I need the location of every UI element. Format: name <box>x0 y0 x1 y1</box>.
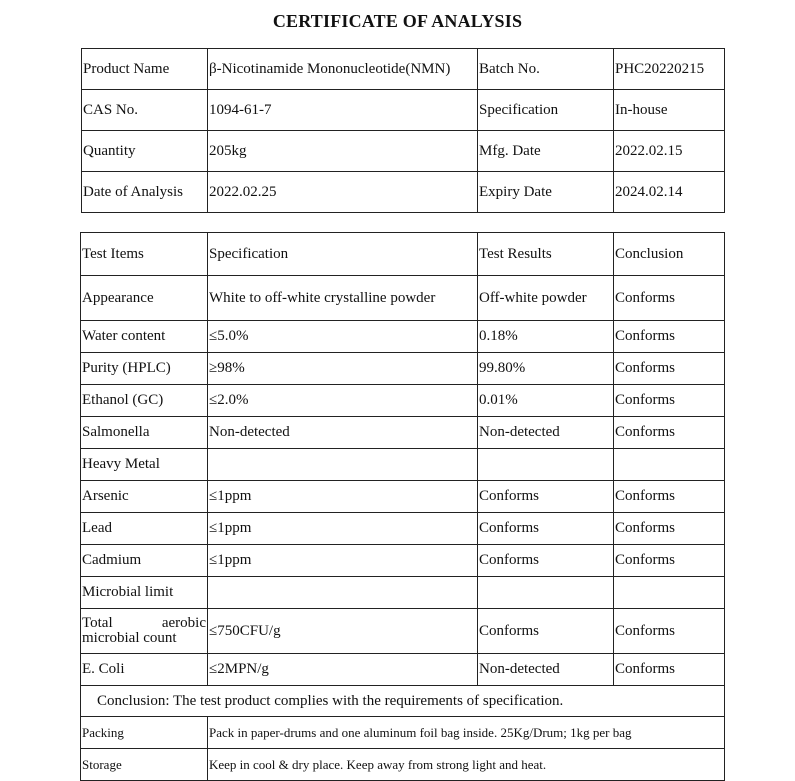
table-row <box>81 321 725 353</box>
test-result: 99.80% <box>478 353 614 385</box>
expiry-date-label: Expiry Date <box>478 172 614 213</box>
header-specification: Specification <box>208 233 478 276</box>
mfg-date-label: Mfg. Date <box>478 131 614 172</box>
test-spec: ≤2MPN/g <box>208 654 478 686</box>
expiry-date-value: 2024.02.14 <box>614 172 725 213</box>
product-name-value: β-Nicotinamide Mononucleotide(NMN) <box>208 49 478 90</box>
storage-row <box>81 749 725 781</box>
header-test-items: Test Items <box>81 233 208 276</box>
test-spec <box>208 577 478 609</box>
analysis-date-label: Date of Analysis <box>82 172 208 213</box>
packing-label: Packing <box>81 717 208 749</box>
test-conclusion: Conforms <box>614 353 725 385</box>
test-conclusion: Conforms <box>614 545 725 577</box>
test-spec: ≤1ppm <box>208 513 478 545</box>
table-row <box>81 481 725 513</box>
test-spec: White to off-white crystalline powder <box>208 276 478 321</box>
total-word: Total <box>82 615 113 631</box>
table-row <box>81 385 725 417</box>
test-result: Off-white powder <box>478 276 614 321</box>
test-spec: ≤2.0% <box>208 385 478 417</box>
test-item: E. Coli <box>81 654 208 686</box>
product-info-table <box>81 48 725 213</box>
test-result <box>478 449 614 481</box>
test-item: Ethanol (GC) <box>81 385 208 417</box>
storage-value: Keep in cool & dry place. Keep away from strong light and heat. <box>208 749 725 781</box>
total-aerobic-line1 <box>82 616 206 631</box>
quantity-value: 205kg <box>208 131 478 172</box>
test-result: Non-detected <box>478 654 614 686</box>
test-spec: ≤750CFU/g <box>208 609 478 654</box>
test-spec: ≥98% <box>208 353 478 385</box>
test-conclusion: Conforms <box>614 513 725 545</box>
conclusion-text: Conclusion: The test product complies with the requirements of specification. <box>81 686 725 717</box>
table-row <box>81 353 725 385</box>
test-result <box>478 577 614 609</box>
test-result: Conforms <box>478 513 614 545</box>
info-row <box>82 131 725 172</box>
info-row <box>82 90 725 131</box>
test-item: Microbial limit <box>81 577 208 609</box>
batch-label: Batch No. <box>478 49 614 90</box>
test-item: Purity (HPLC) <box>81 353 208 385</box>
test-item: Appearance <box>81 276 208 321</box>
table-row <box>81 609 725 654</box>
test-spec: ≤5.0% <box>208 321 478 353</box>
info-row <box>82 172 725 213</box>
table-header-row <box>81 233 725 276</box>
table-row <box>81 417 725 449</box>
test-item: Salmonella <box>81 417 208 449</box>
test-conclusion: Conforms <box>614 321 725 353</box>
info-row <box>82 49 725 90</box>
test-result: 0.18% <box>478 321 614 353</box>
test-spec: Non-detected <box>208 417 478 449</box>
table-row <box>81 513 725 545</box>
analysis-date-value: 2022.02.25 <box>208 172 478 213</box>
conclusion-row <box>81 686 725 717</box>
mfg-date-value: 2022.02.15 <box>614 131 725 172</box>
header-test-results: Test Results <box>478 233 614 276</box>
table-row <box>81 654 725 686</box>
test-result: Conforms <box>478 481 614 513</box>
page-title: CERTIFICATE OF ANALYSIS <box>272 11 523 31</box>
test-item: Cadmium <box>81 545 208 577</box>
test-spec <box>208 449 478 481</box>
packing-value: Pack in paper-drums and one aluminum foil bag inside. 25Kg/Drum; 1kg per bag <box>208 717 725 749</box>
test-conclusion: Conforms <box>614 654 725 686</box>
test-conclusion: Conforms <box>614 417 725 449</box>
test-conclusion <box>614 449 725 481</box>
test-spec: ≤1ppm <box>208 545 478 577</box>
cas-label: CAS No. <box>82 90 208 131</box>
test-item: Heavy Metal <box>81 449 208 481</box>
table-row <box>81 545 725 577</box>
test-results-table <box>80 232 725 781</box>
test-conclusion: Conforms <box>614 276 725 321</box>
test-conclusion <box>614 577 725 609</box>
packing-row <box>81 717 725 749</box>
test-result: Non-detected <box>478 417 614 449</box>
section-row-heavy-metal <box>81 449 725 481</box>
table-row <box>81 276 725 321</box>
test-item-total-aerobic <box>81 609 208 654</box>
aerobic-word: aerobic <box>161 615 206 631</box>
test-item: Lead <box>81 513 208 545</box>
test-item: Water content <box>81 321 208 353</box>
cas-value: 1094-61-7 <box>208 90 478 131</box>
product-name-label: Product Name <box>82 49 208 90</box>
test-result: 0.01% <box>478 385 614 417</box>
test-result: Conforms <box>478 609 614 654</box>
test-result: Conforms <box>478 545 614 577</box>
test-conclusion: Conforms <box>614 481 725 513</box>
section-row-microbial-limit <box>81 577 725 609</box>
test-spec: ≤1ppm <box>208 481 478 513</box>
total-aerobic-line2: microbial count <box>82 630 177 646</box>
test-conclusion: Conforms <box>614 609 725 654</box>
storage-label: Storage <box>81 749 208 781</box>
test-conclusion: Conforms <box>614 385 725 417</box>
test-item: Arsenic <box>81 481 208 513</box>
header-conclusion: Conclusion <box>614 233 725 276</box>
quantity-label: Quantity <box>82 131 208 172</box>
spec-value: In-house <box>614 90 725 131</box>
spec-label: Specification <box>478 90 614 131</box>
batch-value: PHC20220215 <box>614 49 725 90</box>
